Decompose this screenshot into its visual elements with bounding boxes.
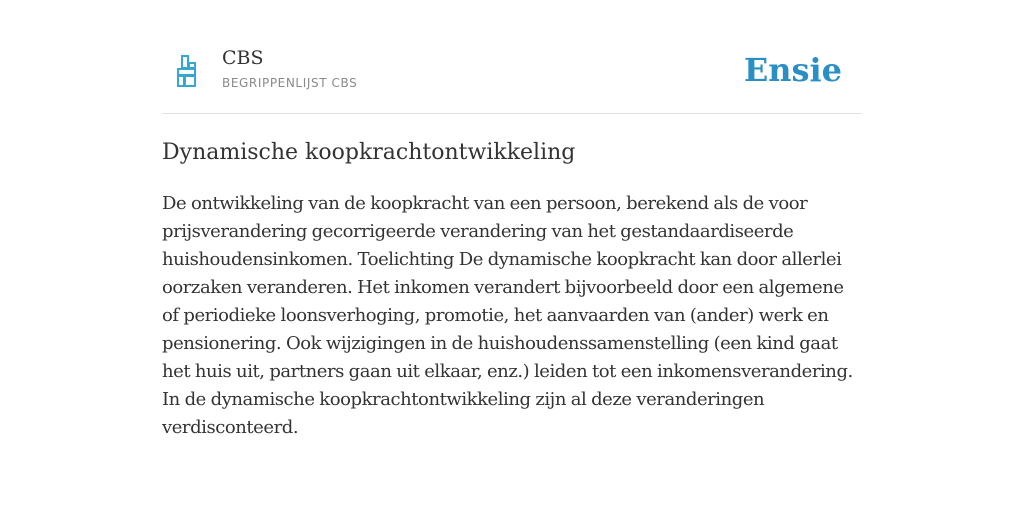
term-definition: De ontwikkeling van de koopkracht van een persoon, berekend als de voor prijsverandering gecorrigeerde verandering van het gestandaardiseerde huishoudensinkomen. Toelichting De dynamische koopkracht kan door allerlei oorzaken veranderen. Het inkomen verandert bijvoorbeeld door een algemene of periodieke loonsverhoging, promotie, het aanvaarden van (ander) werk en pensionering. Ook wijzigingen in de huishoudenssamenstelling (een kind gaat het huis uit, partners gaan uit elkaar, enz.) leiden tot een inkomensverandering. In de dynamische koopkrachtontwikkeling zijn al deze veranderingen verdisconteerd. — [162, 193, 853, 438]
term-title: Dynamische koopkrachtontwikkeling — [162, 140, 576, 165]
header — [162, 36, 862, 114]
org-name[interactable]: CBS — [222, 47, 264, 69]
cbs-logo-icon[interactable] — [172, 55, 200, 87]
brand-logo[interactable]: Ensie — [743, 51, 842, 89]
org-subtitle[interactable]: BEGRIPPENLIJST CBS — [222, 76, 358, 90]
